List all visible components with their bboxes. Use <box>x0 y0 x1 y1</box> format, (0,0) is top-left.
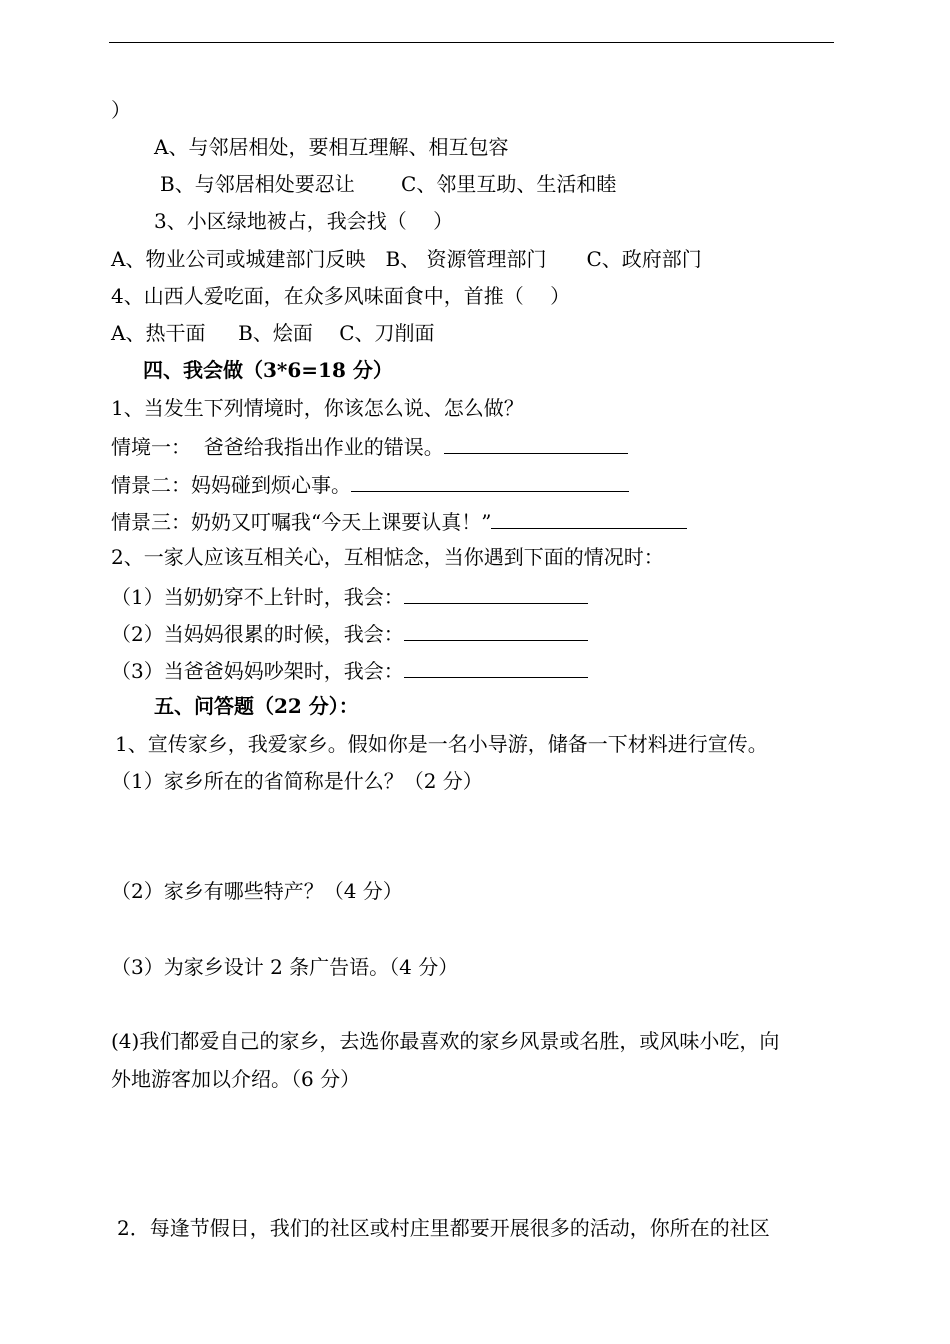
situation-3-text: （3）当爸爸妈妈吵架时，我会： <box>111 659 404 683</box>
answer-blank[interactable] <box>404 583 588 604</box>
question-3-options: A、物业公司或城建部门反映 B、 资源管理部门 C、政府部门 <box>111 247 702 271</box>
question-3: 3、小区绿地被占，我会找（ ） <box>154 209 454 233</box>
text-line: ） <box>111 98 131 122</box>
scenario-1 <box>111 433 628 459</box>
question-4-options: A、热干面 B、烩面 C、刀削面 <box>111 321 435 345</box>
question-4: 4、山西人爱吃面，在众多风味面食中，首推（ ） <box>111 284 571 308</box>
section-5-heading: 五、问答题（22 分）： <box>154 694 359 718</box>
situation-1 <box>111 583 588 609</box>
scenario-2 <box>111 471 629 497</box>
scenario-2-text: 情景二：妈妈碰到烦心事。 <box>111 473 351 497</box>
section-5-q2: 2．每逢节假日，我们的社区或村庄里都要开展很多的活动，你所在的社区 <box>117 1216 770 1240</box>
answer-blank[interactable] <box>404 657 588 678</box>
section-5-q1-part2: （2）家乡有哪些特产？（4 分） <box>111 879 403 903</box>
option-b-c: B、与邻居相处要忍让 C、邻里互助、生活和睦 <box>160 172 617 196</box>
answer-blank[interactable] <box>491 508 687 529</box>
section-5-q1: 1、宣传家乡，我爱家乡。假如你是一名小导游，储备一下材料进行宣传。 <box>115 732 768 756</box>
answer-blank[interactable] <box>351 471 629 492</box>
scenario-3-text: 情景三：奶奶又叮嘱我“今天上课要认真！” <box>111 510 492 534</box>
section-5-q1-part3: （3）为家乡设计 2 条广告语。（4 分） <box>111 955 459 979</box>
situation-2-text: （2）当妈妈很累的时候，我会： <box>111 622 404 646</box>
section-5-q1-part4: (4)我们都爱自己的家乡，去选你最喜欢的家乡风景或名胜，或风味小吃，向 <box>111 1029 780 1053</box>
situation-3 <box>111 657 588 683</box>
section-5-q1-part1: （1）家乡所在的省简称是什么？（2 分） <box>111 769 483 793</box>
section-5-q1-part4-cont: 外地游客加以介绍。（6 分） <box>111 1067 361 1091</box>
section-4-heading: 四、我会做（3*6=18 分） <box>143 358 393 382</box>
header-rule <box>109 42 834 43</box>
section-4-q1: 1、当发生下列情境时，你该怎么说、怎么做？ <box>111 396 524 420</box>
option-a: A、与邻居相处，要相互理解、相互包容 <box>154 135 509 159</box>
section-4-q2: 2、一家人应该互相关心，互相惦念，当你遇到下面的情况时： <box>111 545 664 569</box>
situation-2 <box>111 620 588 646</box>
answer-blank[interactable] <box>404 620 588 641</box>
answer-blank[interactable] <box>444 433 628 454</box>
scenario-3 <box>111 508 687 534</box>
situation-1-text: （1）当奶奶穿不上针时，我会： <box>111 585 404 609</box>
scenario-1-text: 情境一： 爸爸给我指出作业的错误。 <box>111 435 444 459</box>
